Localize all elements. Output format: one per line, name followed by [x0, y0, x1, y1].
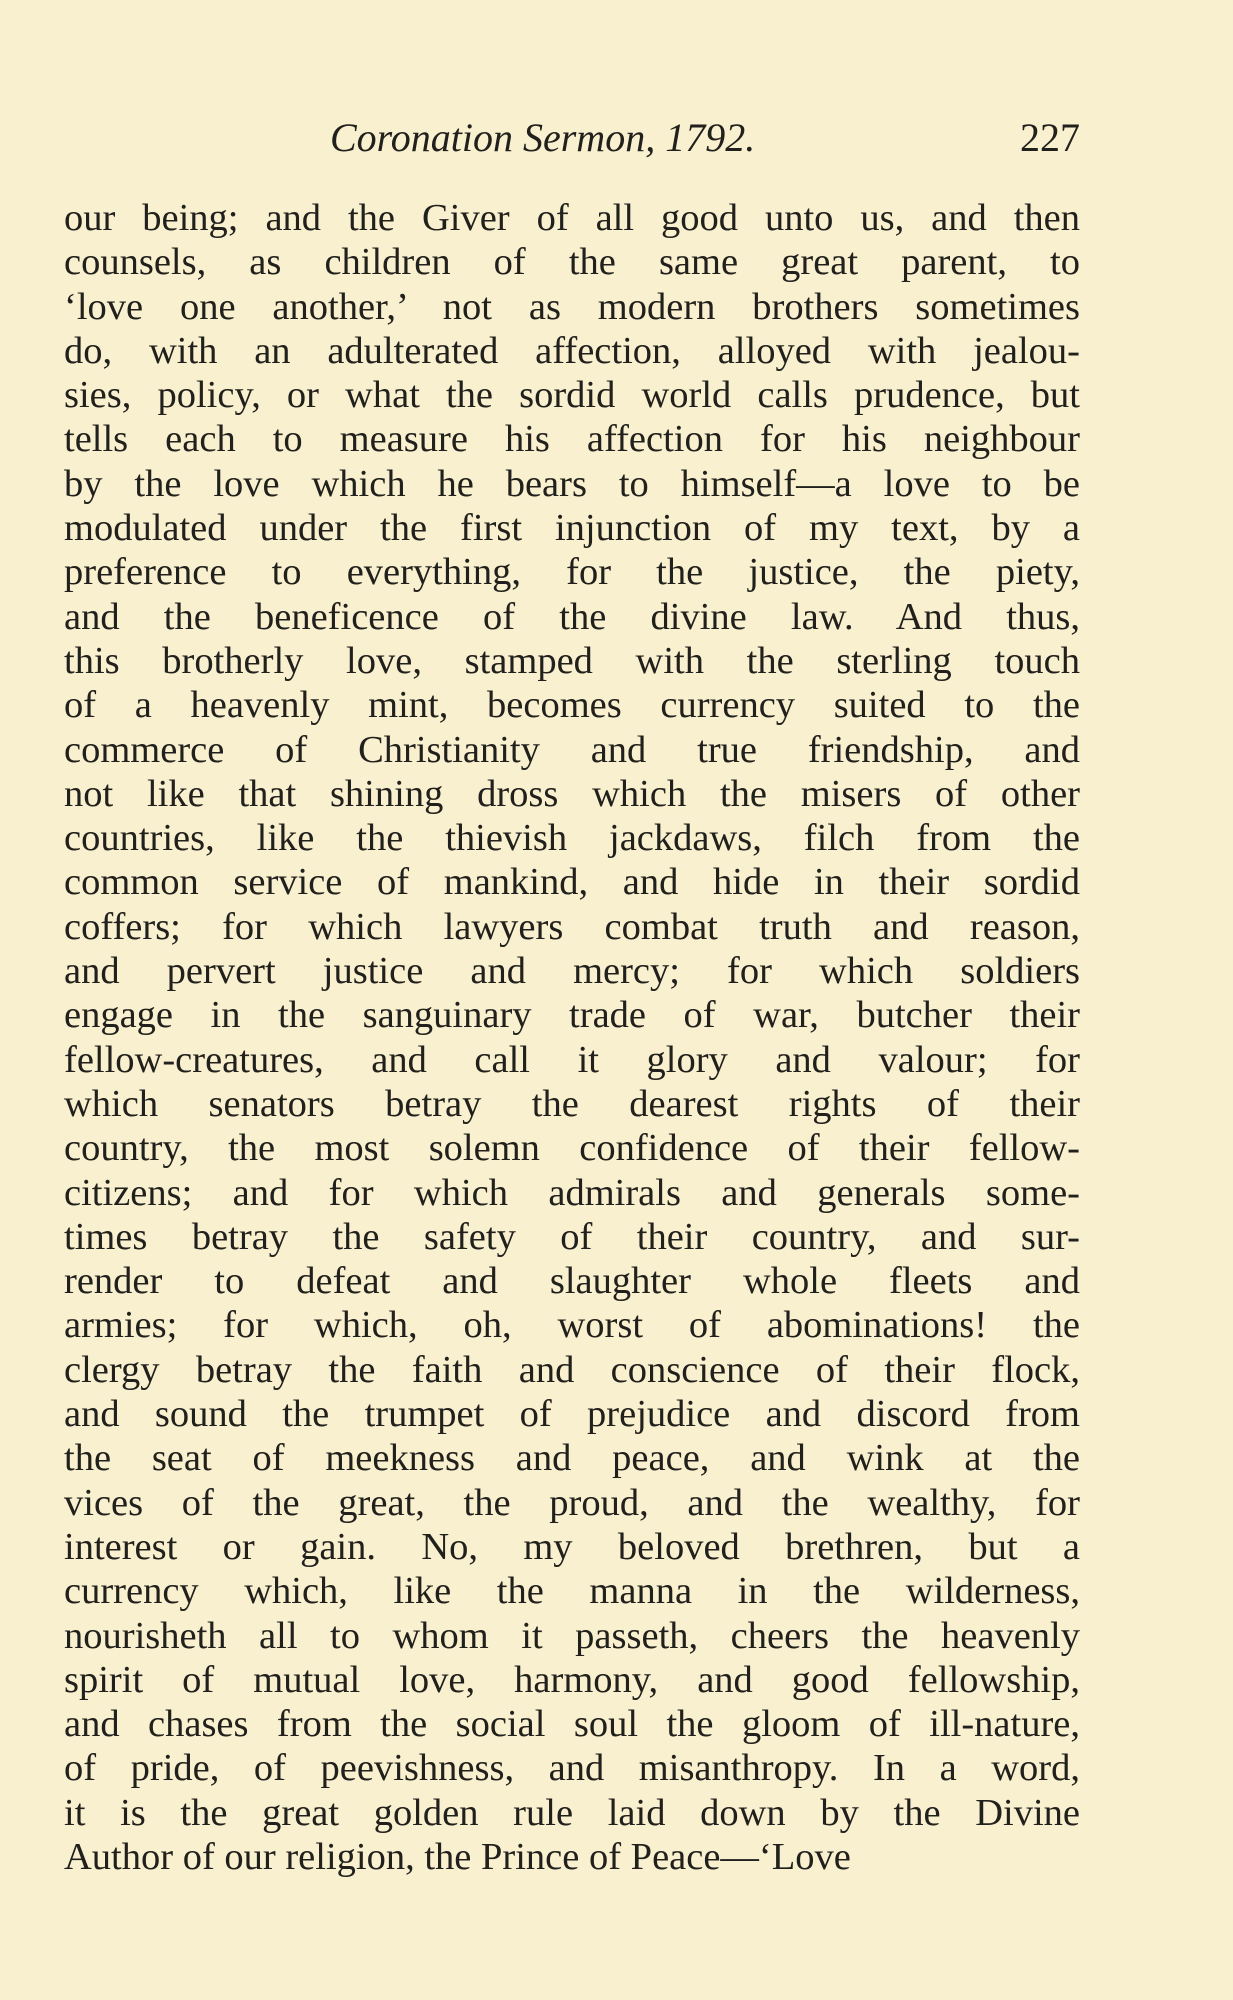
text-line: Author of our religion, the Prince of Peace—‘Love: [64, 1835, 851, 1878]
text-line: ‘love one another,’ not as modern brothers sometimes: [64, 285, 1080, 328]
text-line: and pervert justice and mercy; for which soldiers: [64, 950, 1080, 993]
text-line: country, the most solemn confidence of their fellow-: [64, 1127, 1080, 1170]
text-line: vices of the great, the proud, and the wealthy, for: [64, 1481, 1080, 1524]
running-title: Coronation Sermon, 1792.: [330, 115, 756, 160]
text-line: and the beneficence of the divine law. And thus,: [64, 595, 1080, 638]
text-line: and chases from the social soul the gloom of ill-nature,: [64, 1703, 1080, 1746]
text-line: interest or gain. No, my beloved brethren, but a: [64, 1525, 1080, 1568]
text-line: which senators betray the dearest rights of their: [64, 1082, 1080, 1125]
body-text: [64, 196, 1080, 1879]
text-line: modulated under the first injunction of my text, by a: [64, 507, 1080, 550]
text-line: engage in the sanguinary trade of war, butcher their: [64, 994, 1080, 1037]
text-line: coffers; for which lawyers combat truth and reason,: [64, 905, 1080, 948]
text-line: citizens; and for which admirals and generals some-: [64, 1171, 1080, 1214]
text-line: it is the great golden rule laid down by the Divine: [64, 1791, 1080, 1834]
text-line: tells each to measure his affection for his neighbour: [64, 418, 1080, 461]
text-line: nourisheth all to whom it passeth, cheers the heavenly: [64, 1614, 1080, 1657]
text-line: common service of mankind, and hide in their sordid: [64, 861, 1080, 904]
text-line: commerce of Christianity and true friendship, and: [64, 728, 1080, 771]
text-line: and sound the trumpet of prejudice and discord from: [64, 1393, 1080, 1436]
text-line: countries, like the thievish jackdaws, filch from the: [64, 817, 1080, 860]
text-line: sies, policy, or what the sordid world calls prudence, but: [64, 374, 1080, 417]
text-line: by the love which he bears to himself—a love to be: [64, 462, 1080, 505]
text-line: preference to everything, for the justice, the piety,: [64, 551, 1080, 594]
text-line: this brotherly love, stamped with the sterling touch: [64, 639, 1080, 682]
text-line: times betray the safety of their country, and sur-: [64, 1215, 1080, 1258]
text-line: counsels, as children of the same great parent, to: [64, 241, 1080, 284]
text-line: of a heavenly mint, becomes currency suited to the: [64, 684, 1080, 727]
running-head: [330, 108, 1080, 168]
text-line: our being; and the Giver of all good unto us, and then: [64, 197, 1080, 239]
text-line: armies; for which, oh, worst of abominations! the: [64, 1304, 1080, 1347]
text-line: currency which, like the manna in the wilderness,: [64, 1570, 1080, 1613]
text-line: render to defeat and slaughter whole fleets and: [64, 1260, 1080, 1303]
text-line: the seat of meekness and peace, and wink at the: [64, 1437, 1080, 1480]
text-line: not like that shining dross which the misers of other: [64, 772, 1080, 815]
text-line: clergy betray the faith and conscience of their flock,: [64, 1348, 1080, 1391]
text-line: spirit of mutual love, harmony, and good fellowship,: [64, 1658, 1080, 1701]
text-line: do, with an adulterated affection, alloyed with jealou-: [64, 329, 1080, 372]
page-number: 227: [1020, 115, 1080, 160]
text-line: fellow-creatures, and call it glory and valour; for: [64, 1038, 1080, 1081]
text-line: of pride, of peevishness, and misanthropy. In a word,: [64, 1747, 1080, 1790]
